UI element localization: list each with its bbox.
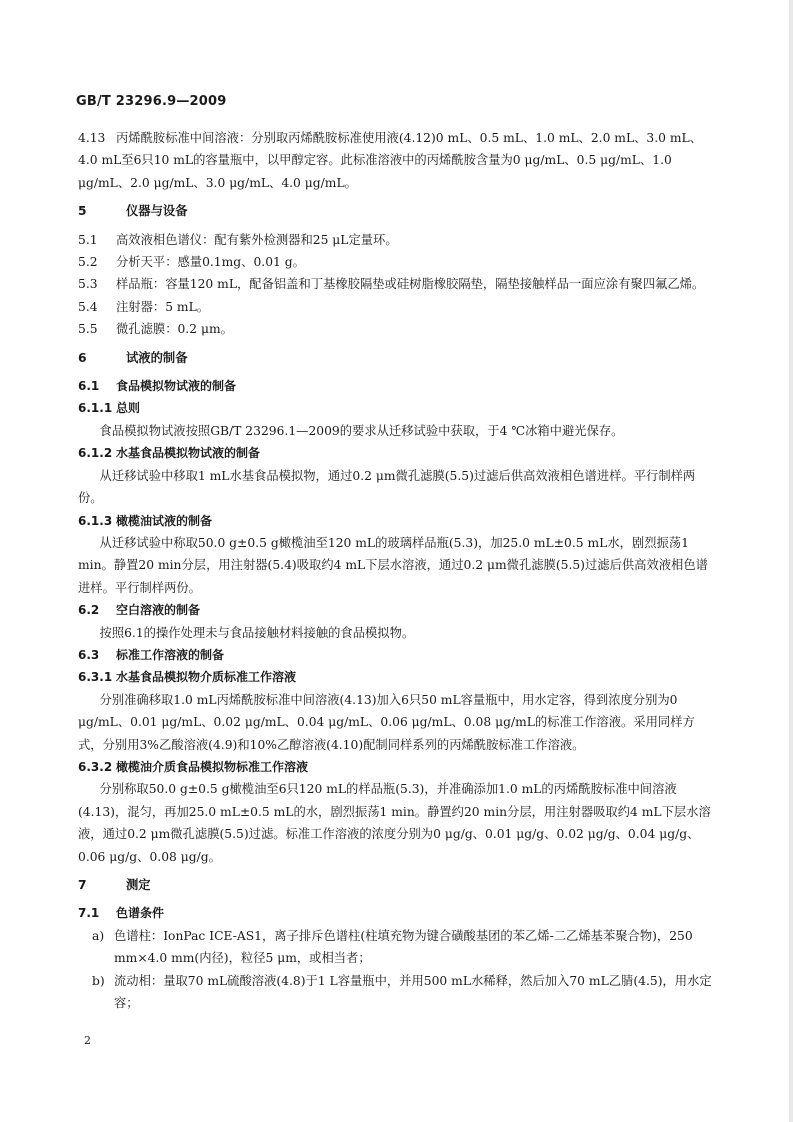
section-number: 6.3.2: [78, 759, 113, 774]
list-item-text: 色谱柱：IonPac ICE-AS1，离子排斥色谱柱(柱填充物为键合磺酸基团的苯乙烯-二乙烯基苯聚合物)，250 mm×4.0 mm(内径)，粒径5 μm，或相当者；: [114, 928, 693, 966]
section-number: 6: [78, 350, 87, 365]
section-6-3-2-text: 分别称取50.0 g±0.5 g橄榄油至6只120 mL的样品瓶(5.3)，并准确添加1.0 mL的丙烯酰胺标准中间溶液(4.13)，混匀，再加25.0 mL±0.5 mL的水，剧烈振荡1 min。静置约20 min分层，用注射器吸取约4 mL下层水溶液，通过0.2 μm微孔滤膜(5.5)过滤。标准工作溶液的浓度分别为0 μg/g、0.01 μg/g、0.02 μg/g、0.04 μg/g、0.06 μg/g、0.08 μg/g。: [78, 782, 711, 864]
scan-edge-shadow: [789, 0, 793, 1122]
section-text: 样品瓶：容量120 mL，配备铝盖和丁基橡胶隔垫或硅树脂橡胶隔垫，隔垫接触样品一面应涂有聚四氟乙烯。: [116, 277, 705, 292]
section-6-1-1-heading: [78, 397, 718, 419]
section-text: 分析天平：感量0.1mg、0.01 g。: [116, 255, 305, 270]
list-marker: a): [92, 928, 105, 943]
section-number: 7.1: [78, 906, 100, 921]
section-7-1-heading: [78, 902, 718, 924]
section-text: 丙烯酰胺标准中间溶液：分别取丙烯酰胺标准使用液(4.12)0 mL、0.5 mL、1.0 mL、2.0 mL、3.0 mL、4.0 mL至6只10 mL的容量瓶中，以甲醇定容。此标准溶液中的丙烯酰胺含量为0 μg/mL、0.5 μg/mL、1.0 μg/mL、2.0 μg/mL、3.0 μg/mL、4.0 μg/mL。: [78, 131, 703, 190]
section-5-1: [78, 229, 718, 251]
section-title: 空白溶液的制备: [116, 603, 201, 618]
section-number: 7: [78, 878, 87, 892]
section-text: 微孔滤膜：0.2 μm。: [116, 322, 233, 337]
section-6-2-heading: [78, 599, 718, 621]
section-title: 总则: [116, 401, 141, 416]
section-title: 标准工作溶液的制备: [116, 647, 225, 662]
section-4-13: [78, 127, 718, 194]
section-6-1-1-text: 食品模拟物试液按照GB/T 23296.1—2009的要求从迁移试验中获取，于4 ℃冰箱中避光保存。: [99, 423, 624, 438]
section-6-3-1-heading: [78, 666, 718, 688]
section-title: 水基食品模拟物介质标准工作溶液: [116, 670, 297, 685]
section-title: 色谱条件: [116, 906, 165, 921]
section-6-1-heading: [78, 375, 718, 397]
page-content: [78, 127, 718, 1014]
section-number: 6.3.1: [78, 670, 113, 685]
section-6-3-1-text: 分别准确移取1.0 mL丙烯酰胺标准中间溶液(4.13)加入6只50 mL容量瓶中，用水定容，得到浓度分别为0 μg/mL、0.01 μg/mL、0.02 μg/mL、0.04 μg/mL、0.06 μg/mL、0.08 μg/mL的标准工作溶液。采用同样方式，分别用3%乙酸溶液(4.9)和10%乙醇溶液(4.10)配制同样系列的丙烯酰胺标准工作溶液。: [78, 692, 695, 752]
section-6-heading: [78, 347, 718, 369]
section-6-1-2-text: 从迁移试验中移取1 mL水基食品模拟物，通过0.2 μm微孔滤膜(5.5)过滤后供高效液相色谱进样。平行制样两份。: [78, 468, 696, 506]
section-6-2-text: 按照6.1的操作处理未与食品接触材料接触的食品模拟物。: [99, 625, 415, 640]
section-number: 4.13: [78, 131, 106, 145]
section-number: 6.1: [78, 379, 100, 394]
section-number: 6.2: [78, 603, 100, 618]
section-text: 高效液相色谱仪：配有紫外检测器和25 μL定量环。: [116, 232, 398, 247]
section-number: 6.3: [78, 647, 100, 662]
section-5-5: [78, 318, 718, 340]
section-number: 5.4: [78, 299, 98, 314]
section-number: 5.3: [78, 277, 98, 292]
section-number: 6.1.1: [78, 401, 113, 416]
standard-number: GB/T 23296.9—2009: [76, 94, 227, 109]
section-6-1-2-heading: [78, 442, 718, 464]
section-title: 橄榄油试液的制备: [116, 513, 213, 528]
section-number: 6.1.3: [78, 513, 113, 528]
section-6-1-3-heading: [78, 510, 718, 532]
section-number: 5: [78, 204, 87, 219]
section-title: 水基食品模拟物试液的制备: [116, 446, 261, 461]
section-6-3-heading: [78, 644, 718, 666]
section-title: 橄榄油介质食品模拟物标准工作溶液: [116, 759, 309, 774]
section-6-1-3-text: 从迁移试验中称取50.0 g±0.5 g橄榄油至120 mL的玻璃样品瓶(5.3)，加25.0 mL±0.5 mL水，剧烈振荡1 min。静置20 min分层，用注射器(5.4)吸取约4 mL下层水溶液，通过0.2 μm微孔滤膜(5.5)过滤后供高效液相色谱进样。平行制样两份。: [78, 535, 708, 595]
section-title: 食品模拟物试液的制备: [116, 379, 237, 394]
section-6-3-2-heading: [78, 756, 718, 778]
section-number: 5.5: [78, 322, 98, 337]
list-item: [78, 925, 718, 970]
section-number: 5.1: [78, 232, 98, 247]
section-5-3: [78, 273, 718, 295]
list-item: [78, 970, 718, 1015]
list-marker: b): [92, 973, 105, 988]
section-5-heading: [78, 200, 718, 222]
section-title: 仪器与设备: [126, 204, 188, 219]
section-5-4: [78, 296, 718, 318]
section-title: 测定: [126, 878, 151, 892]
section-number: 6.1.2: [78, 446, 113, 461]
list-item-text: 流动相：量取70 mL硫酸溶液(4.8)于1 L容量瓶中，并用500 mL水稀释，然后加入70 mL乙腈(4.5)，用水定容；: [114, 973, 712, 1011]
section-title: 试液的制备: [126, 350, 188, 365]
section-text: 注射器：5 mL。: [116, 299, 210, 314]
section-number: 5.2: [78, 255, 98, 270]
section-7-heading: [78, 874, 718, 896]
section-5-2: [78, 251, 718, 273]
page-number: 2: [84, 1034, 91, 1047]
